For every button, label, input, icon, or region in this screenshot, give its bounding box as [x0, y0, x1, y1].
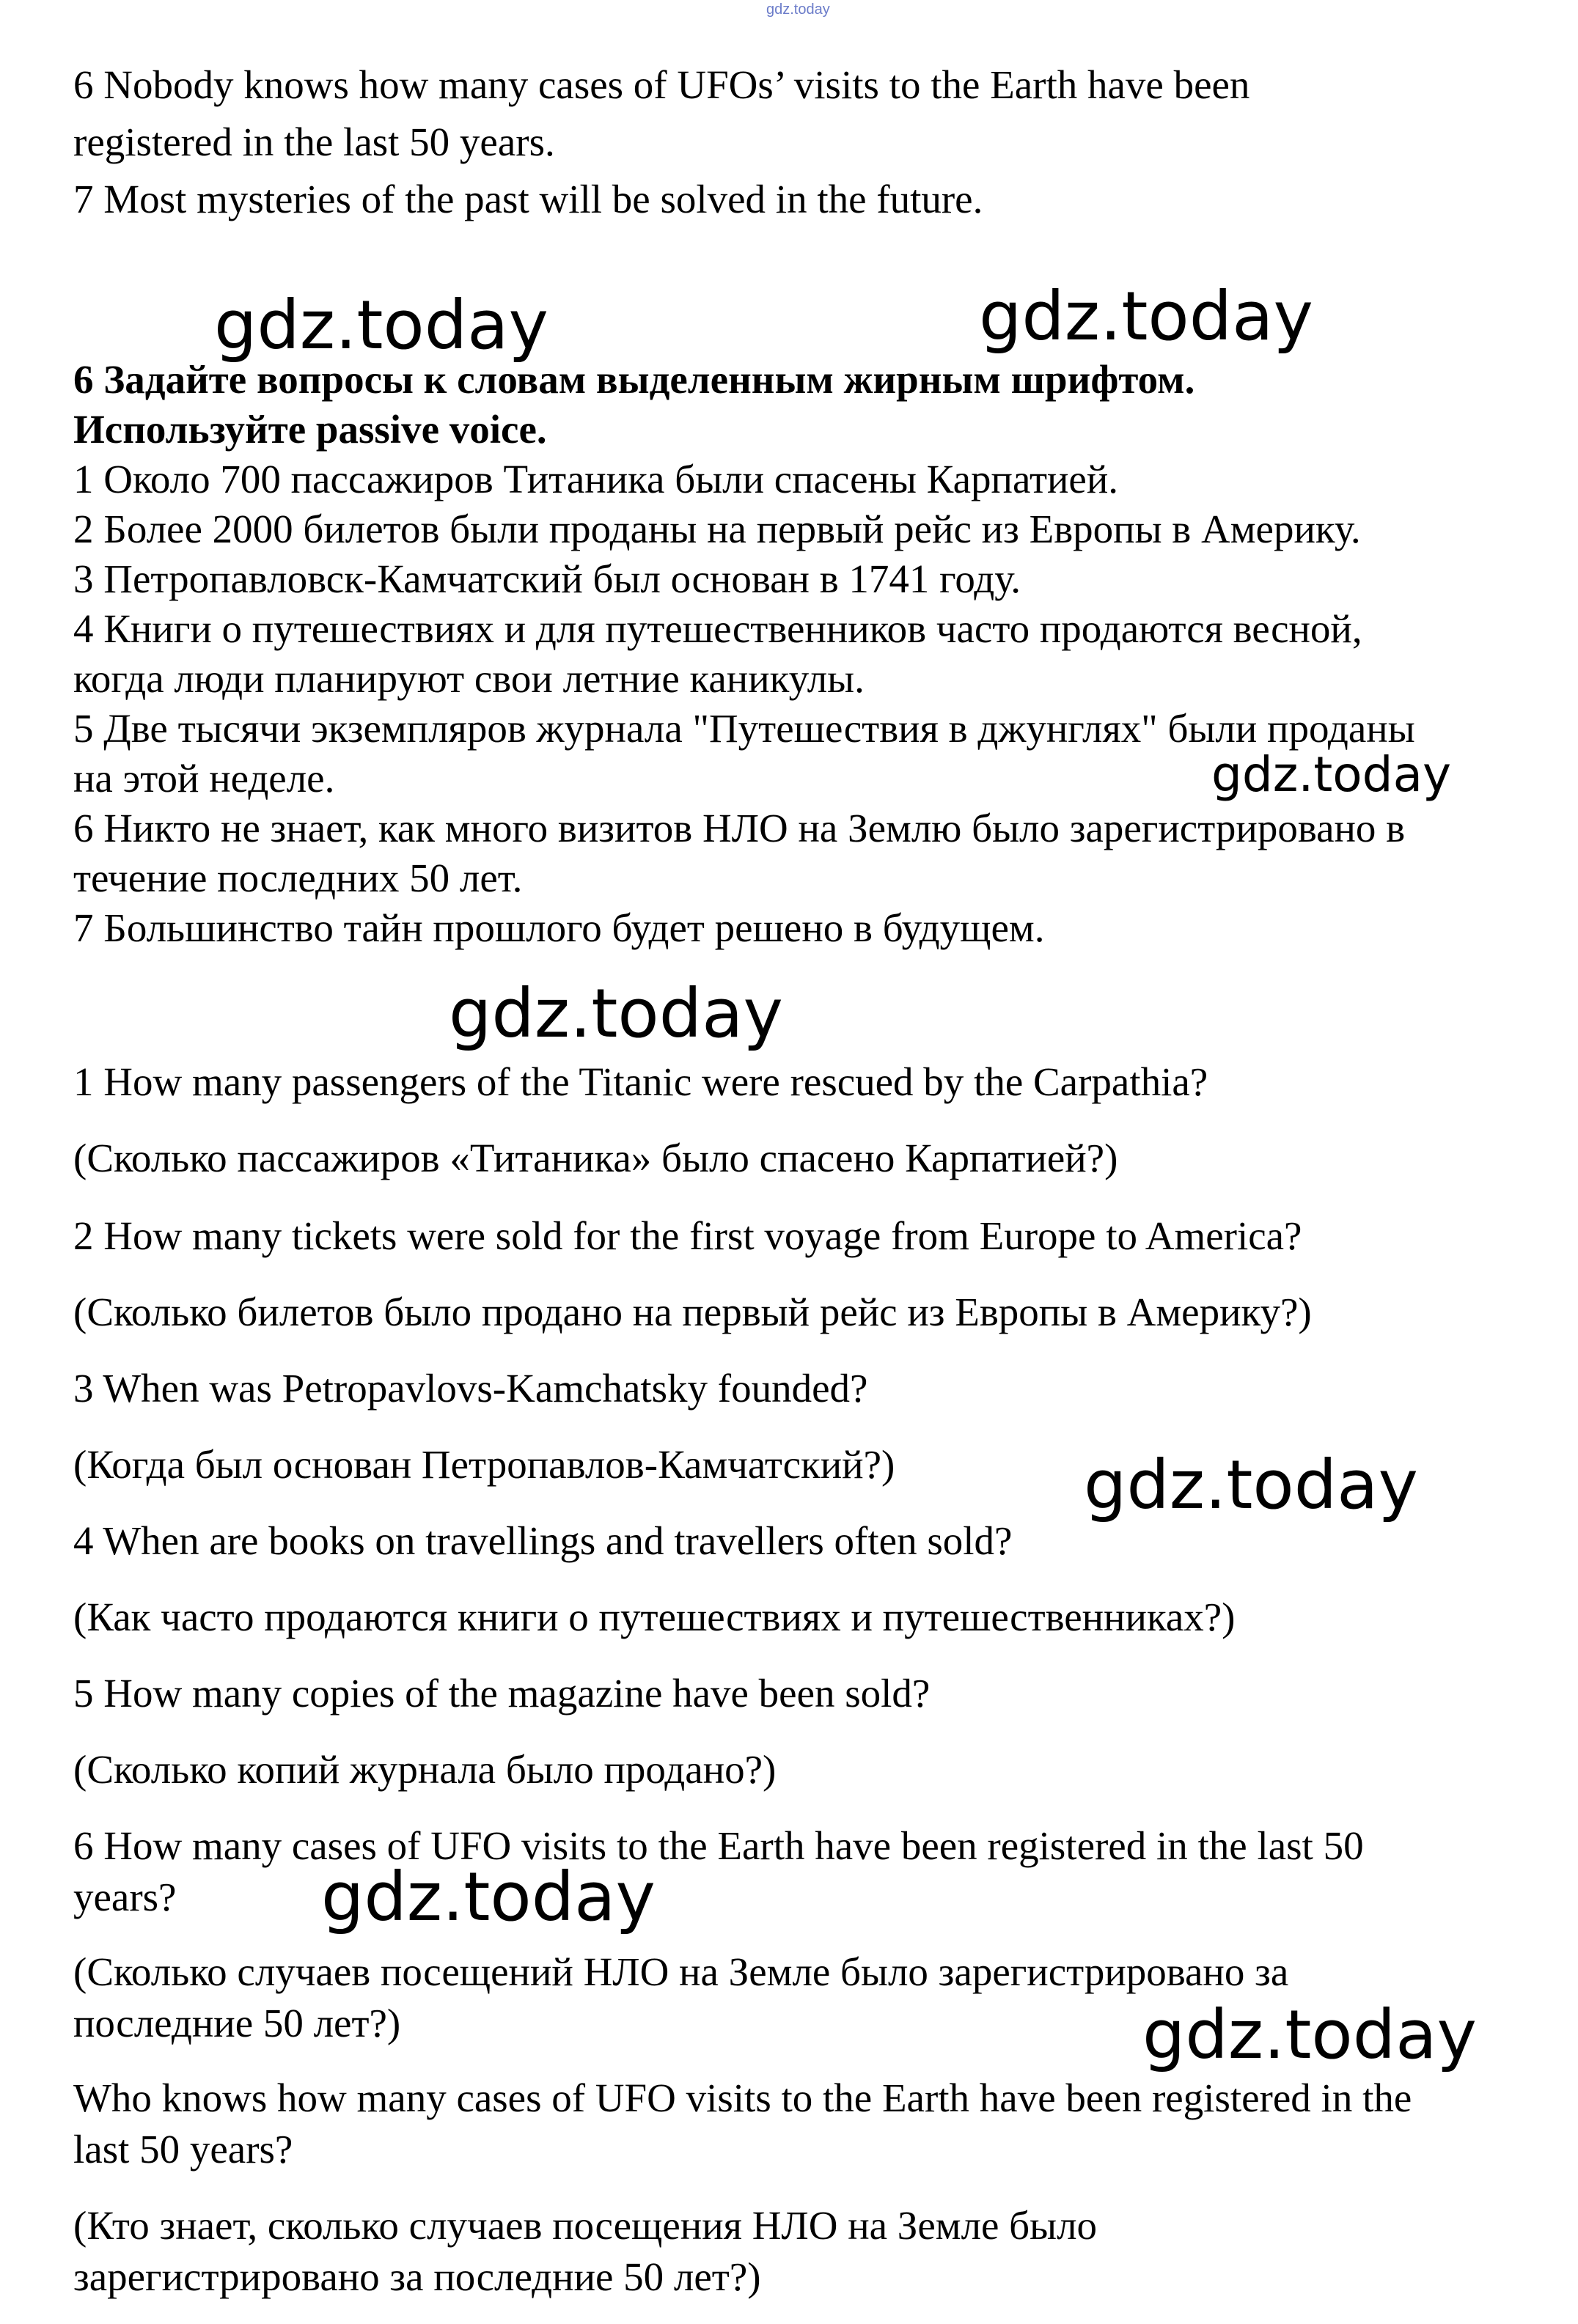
intro-line: 7 Most mysteries of the past will be solved in the future.	[73, 177, 983, 221]
task-line: когда люди планируют свои летние каникулы.	[73, 656, 865, 701]
answer-line: 5 How many copies of the magazine have been sold?	[73, 1671, 931, 1716]
answer-translation: (Сколько копий журнала было продано?)	[73, 1747, 777, 1792]
task-line: на этой неделе.	[73, 756, 335, 801]
answer-line: 2 How many tickets were sold for the first voyage from Europe to America?	[73, 1213, 1302, 1258]
watermark: gdz.today	[1142, 1996, 1477, 2074]
task-line: 6 Никто не знает, как много визитов НЛО на Землю было зарегистрировано в	[73, 806, 1406, 850]
task-line: 7 Большинство тайн прошлого будет решено в будущем.	[73, 905, 1045, 950]
watermark: gdz.today	[321, 1858, 656, 1936]
answer-line: 6 How many cases of UFO visits to the Earth have been registered in the last 50	[73, 1823, 1364, 1868]
answer-translation: (Когда был основан Петропавлов-Камчатский?)	[73, 1442, 895, 1487]
answer-translation: (Сколько случаев посещений НЛО на Земле было зарегистрировано за	[73, 1949, 1289, 1994]
answer-line: 4 When are books on travellings and travellers often sold?	[73, 1518, 1013, 1563]
answer-line: Who knows how many cases of UFO visits to the Earth have been registered in the	[73, 2075, 1412, 2120]
answer-line: years?	[73, 1875, 177, 1919]
watermark: gdz.today	[1211, 746, 1452, 803]
top-watermark: gdz.today	[766, 1, 830, 18]
answer-line: last 50 years?	[73, 2127, 293, 2172]
answer-line: 1 How many passengers of the Titanic were rescued by the Carpathia?	[73, 1059, 1208, 1104]
answer-translation: последние 50 лет?)	[73, 2001, 401, 2045]
answer-translation: (Как часто продаются книги о путешествиях и путешественниках?)	[73, 1595, 1236, 1639]
watermark: gdz.today	[214, 286, 548, 364]
watermark: gdz.today	[449, 974, 783, 1053]
task-line: течение последних 50 лет.	[73, 856, 523, 900]
task-line: 3 Петропавловск-Камчатский был основан в 1741 году.	[73, 556, 1021, 601]
task-title: 6 Задайте вопросы к словам выделенным жирным шрифтом.	[73, 357, 1195, 402]
answer-translation: зарегистрировано за последние 50 лет?)	[73, 2254, 761, 2299]
task-line: 5 Две тысячи экземпляров журнала "Путешествия в джунглях" были проданы	[73, 706, 1415, 751]
task-line: 1 Около 700 пассажиров Титаника были спасены Карпатией.	[73, 457, 1119, 501]
answer-translation: (Кто знает, сколько случаев посещения НЛО на Земле было	[73, 2203, 1098, 2248]
task-title: Используйте passive voice.	[73, 407, 547, 452]
watermark: gdz.today	[1084, 1446, 1418, 1524]
intro-line: 6 Nobody knows how many cases of UFOs’ visits to the Earth have been	[73, 62, 1250, 107]
intro-line: registered in the last 50 years.	[73, 119, 555, 164]
watermark: gdz.today	[979, 277, 1313, 356]
answer-translation: (Сколько пассажиров «Титаника» было спасено Карпатией?)	[73, 1136, 1118, 1180]
answer-translation: (Сколько билетов было продано на первый рейс из Европы в Америку?)	[73, 1290, 1312, 1334]
answer-line: 3 When was Petropavlovs-Kamchatsky founded?	[73, 1366, 868, 1411]
task-line: 2 Более 2000 билетов были проданы на первый рейс из Европы в Америку.	[73, 507, 1361, 551]
task-line: 4 Книги о путешествиях и для путешественников часто продаются весной,	[73, 606, 1362, 651]
